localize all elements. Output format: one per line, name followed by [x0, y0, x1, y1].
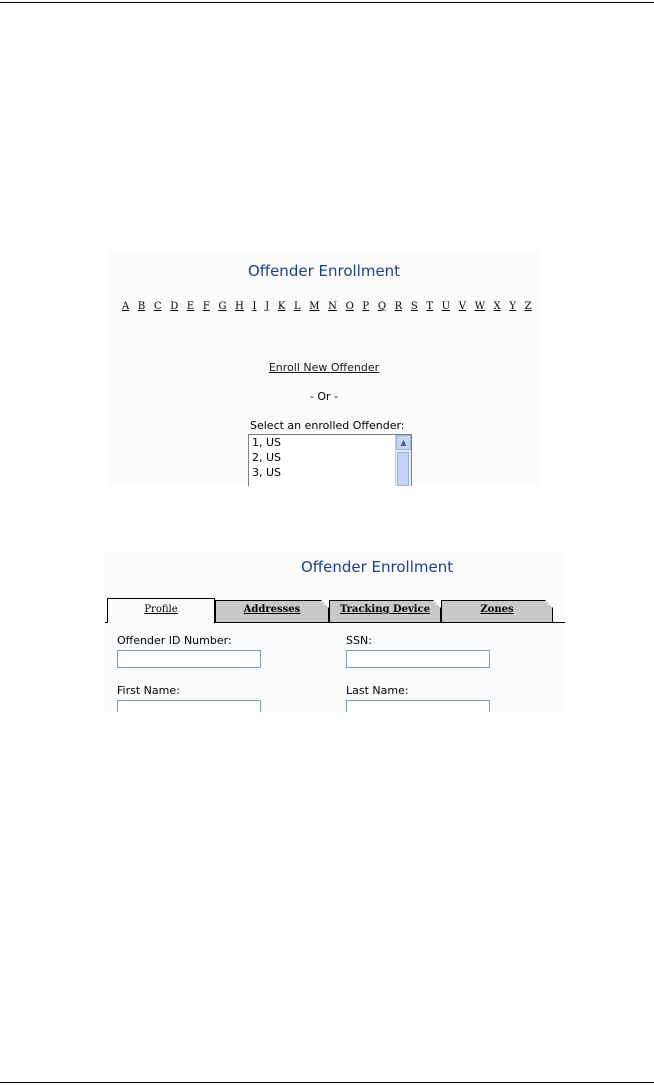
last-name-label: Last Name:	[346, 684, 409, 697]
tab-profile[interactable]: Profile	[107, 598, 215, 623]
alphabet-link-c[interactable]: C	[153, 301, 162, 312]
list-item[interactable]: 2, US	[252, 451, 282, 464]
tab-bar	[105, 598, 565, 622]
tab-label: Addresses	[243, 604, 301, 615]
ssn-input[interactable]	[346, 650, 490, 668]
scrollbar-thumb[interactable]	[397, 452, 409, 486]
enroll-new-offender-link[interactable]: Enroll New Offender	[268, 361, 380, 374]
list-item[interactable]: 3, US	[252, 466, 282, 479]
tab-corner	[321, 600, 329, 608]
tab-corner	[433, 600, 441, 608]
alphabet-link-w[interactable]: W	[474, 301, 485, 312]
alphabet-link-x[interactable]: X	[493, 301, 501, 312]
alphabet-link-k[interactable]: K	[277, 301, 286, 312]
alphabet-link-r[interactable]: R	[394, 301, 403, 312]
first-name-input[interactable]	[117, 700, 261, 712]
alphabet-link-y[interactable]: Y	[509, 301, 517, 312]
scroll-up-icon[interactable]: ▲	[396, 435, 411, 450]
alphabet-link-e[interactable]: E	[186, 301, 195, 312]
alphabet-link-s[interactable]: S	[410, 301, 418, 312]
alphabet-link-b[interactable]: B	[137, 301, 146, 312]
select-offender-label: Select an enrolled Offender:	[250, 419, 405, 432]
offender-id-label: Offender ID Number:	[117, 634, 232, 647]
offender-profile-panel	[105, 552, 565, 712]
alphabet-link-n[interactable]: N	[328, 301, 337, 312]
header-rule	[0, 2, 654, 3]
alphabet-link-f[interactable]: F	[202, 301, 210, 312]
alphabet-link-z[interactable]: Z	[524, 301, 532, 312]
alphabet-link-d[interactable]: D	[170, 301, 179, 312]
tab-label: Zones	[480, 604, 514, 615]
alphabet-link-q[interactable]: Q	[377, 301, 387, 312]
alphabet-link-l[interactable]: L	[293, 301, 301, 312]
alphabet-link-a[interactable]: A	[122, 301, 130, 312]
alphabet-link-u[interactable]: U	[441, 301, 451, 312]
alphabet-link-t[interactable]: T	[426, 301, 434, 312]
page-title: Offender Enrollment	[247, 262, 401, 280]
tab-label: Tracking Device	[339, 604, 431, 615]
tab-tracking-device[interactable]	[329, 600, 441, 622]
alphabet-link-m[interactable]: M	[309, 301, 320, 312]
alphabet-link-v[interactable]: V	[458, 301, 467, 312]
alphabet-link-h[interactable]: H	[235, 301, 244, 312]
ssn-label: SSN:	[346, 634, 372, 647]
list-item[interactable]: 1, US	[252, 436, 282, 449]
alphabet-link-j[interactable]: J	[265, 301, 270, 312]
page-title: Offender Enrollment	[301, 558, 454, 576]
tab-corner	[545, 600, 553, 608]
alphabet-link-o[interactable]: O	[345, 301, 354, 312]
tab-zones[interactable]	[441, 600, 553, 622]
offender-listbox[interactable]	[248, 434, 412, 486]
alphabet-link-g[interactable]: G	[218, 301, 227, 312]
first-name-label: First Name:	[117, 684, 180, 697]
alphabet-link-i[interactable]: I	[252, 301, 257, 312]
or-separator: - Or -	[309, 390, 339, 403]
listbox-scrollbar[interactable]	[395, 435, 411, 486]
alphabet-filter	[122, 301, 532, 312]
footer-rule	[0, 1082, 654, 1083]
tab-addresses[interactable]	[215, 600, 329, 622]
last-name-input[interactable]	[346, 700, 490, 712]
offender-id-input[interactable]	[117, 650, 261, 668]
alphabet-link-p[interactable]: P	[362, 301, 370, 312]
offender-selection-panel	[108, 252, 540, 485]
